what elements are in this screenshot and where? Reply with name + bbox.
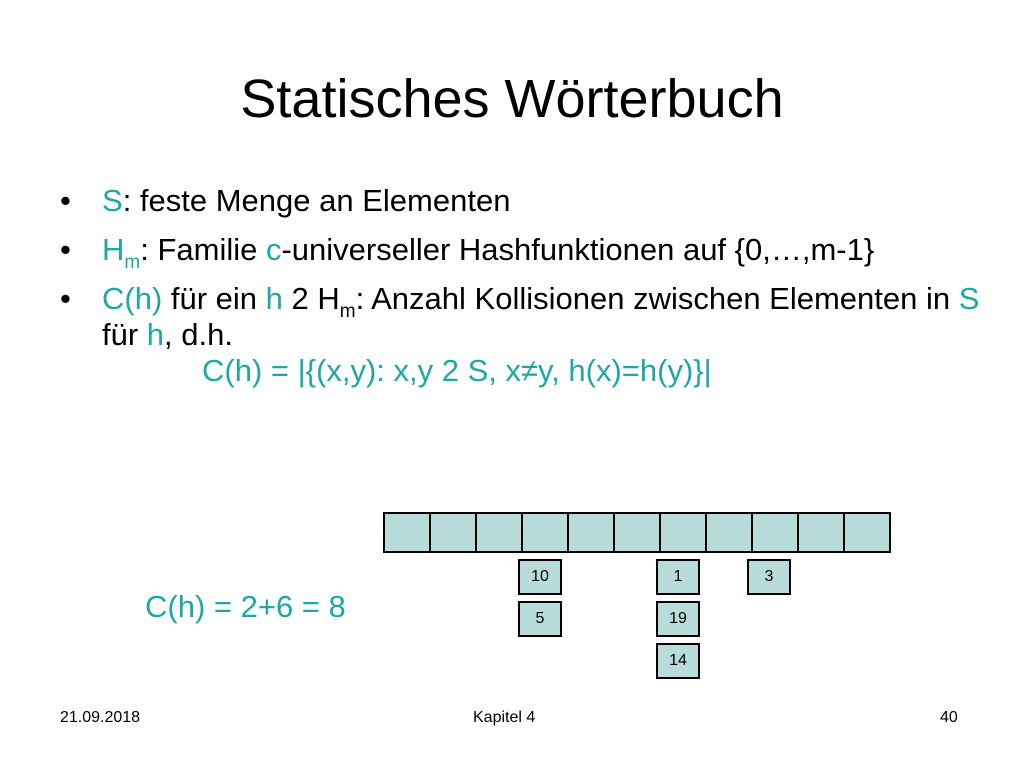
- family-subscript-m: m: [339, 301, 356, 322]
- chain-cell: 10: [518, 559, 562, 595]
- hash-table: [383, 512, 891, 553]
- bullet-item-1: [60, 183, 990, 219]
- hash-symbol-h: h: [265, 281, 283, 316]
- bullet-text: 2: [282, 281, 318, 316]
- hash-table-slot: [707, 514, 753, 551]
- hash-table-slot: [661, 514, 707, 551]
- bullet-item-2: [60, 232, 990, 273]
- hash-table-slot: [753, 514, 799, 551]
- bullet-text: für ein: [162, 281, 266, 316]
- chain-cell: 5: [518, 601, 562, 637]
- collision-count-result: C(h) = 2+6 = 8: [145, 589, 346, 624]
- collision-formula: C(h) = |{(x,y): x,y 2 S, x≠y, h(x)=h(y)}|: [202, 353, 712, 388]
- footer-date: 21.09.2018: [60, 709, 141, 726]
- constant-c: c: [265, 232, 282, 267]
- bullet-text: -universeller Hashfunktionen auf {0,…,m-1}: [281, 232, 875, 267]
- bullet-text: : feste Menge an Elementen: [122, 183, 511, 218]
- chain-cell: 1: [656, 559, 700, 595]
- bullet-text: , d.h.: [164, 317, 233, 352]
- chain-cell: 14: [656, 643, 700, 679]
- family-symbol-h: H: [317, 281, 340, 316]
- hash-table-slot: [523, 514, 569, 551]
- bullet-text: : Anzahl Kollisionen zwischen Elementen in: [355, 281, 959, 316]
- footer-page-number: 40: [940, 709, 958, 726]
- hash-symbol-h: h: [146, 317, 165, 352]
- hash-table-slot: [569, 514, 615, 551]
- hash-table-slot: [431, 514, 477, 551]
- family-subscript-m: m: [124, 252, 141, 273]
- bullet-dot: •: [60, 183, 71, 218]
- bullet-item-3: [60, 281, 990, 389]
- slide-title: Statisches Wörterbuch: [240, 69, 784, 129]
- hash-table-slot: [615, 514, 661, 551]
- hash-table-slot: [845, 514, 891, 551]
- bullet-dot: •: [60, 232, 71, 267]
- chain-cell: 3: [747, 559, 791, 595]
- family-symbol-h: H: [102, 232, 125, 267]
- bullet-text: : Familie: [140, 232, 266, 267]
- bullet-list: [60, 183, 990, 402]
- hash-table-slot: [799, 514, 845, 551]
- set-symbol-s: S: [102, 183, 123, 218]
- bullet-text: für: [102, 317, 147, 352]
- hash-table-slot: [385, 514, 431, 551]
- chain-cell: 19: [656, 601, 700, 637]
- bullet-dot: •: [60, 281, 71, 316]
- collision-symbol-ch: C(h): [102, 281, 163, 316]
- hash-table-slot: [477, 514, 523, 551]
- set-symbol-s: S: [958, 281, 980, 316]
- footer-chapter: Kapitel 4: [473, 709, 536, 726]
